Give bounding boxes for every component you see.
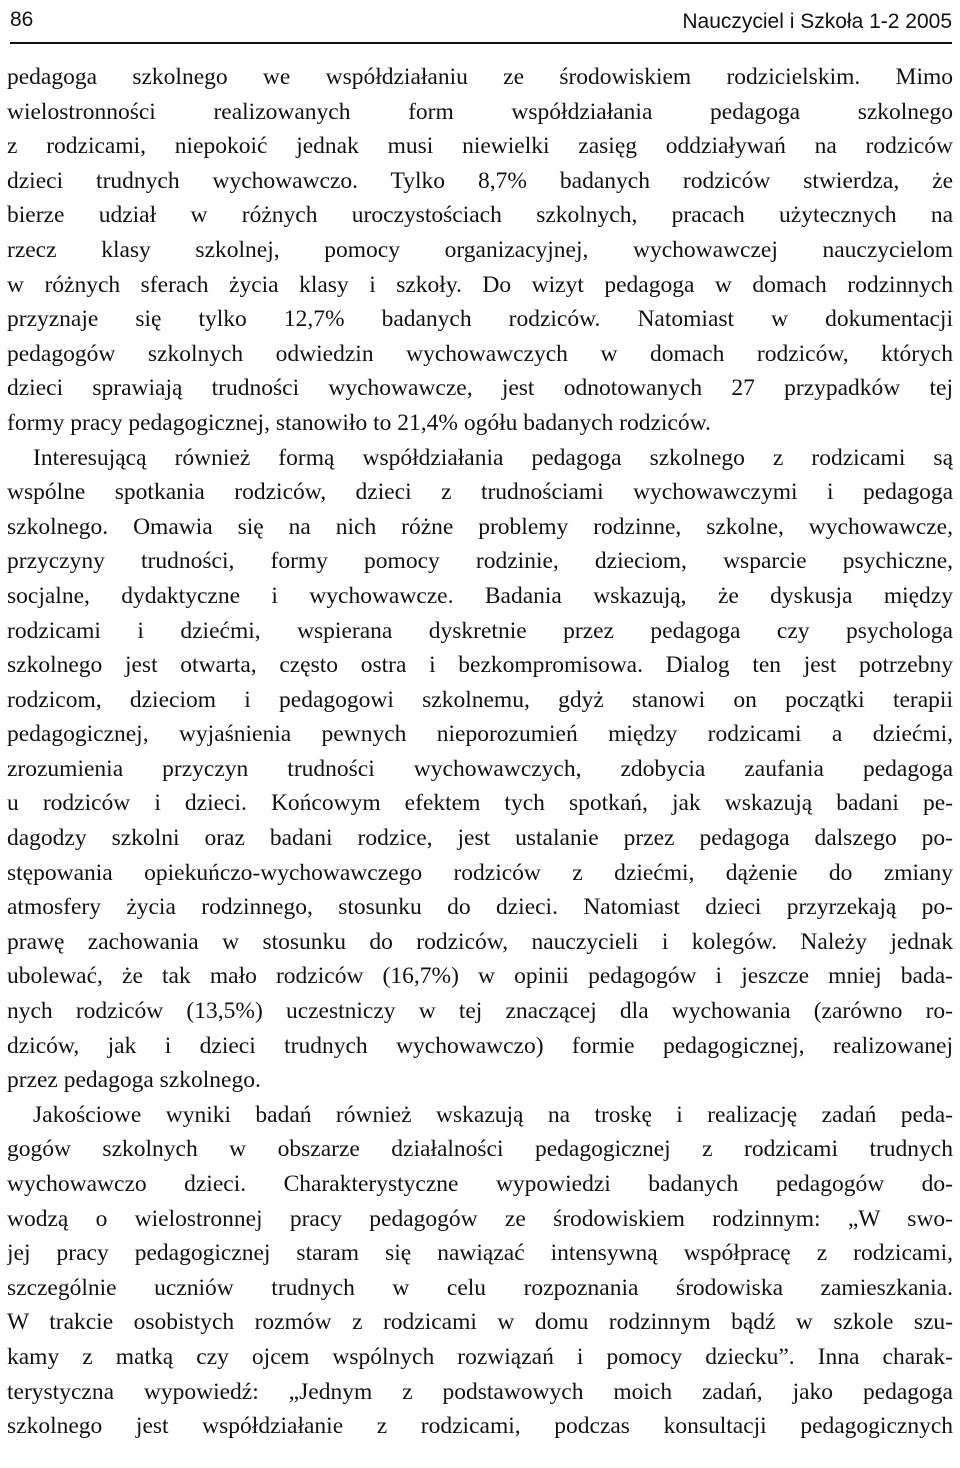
paragraph-1 <box>7 60 953 441</box>
text-line: dzieci sprawiają trudności wychowawcze, jest odnotowanych 27 przypadków tej <box>7 375 953 402</box>
text-line: wodzą o wielostronnej pracy pedagogów ze środowiskiem rodzinnym: „W swo- <box>7 1205 953 1232</box>
text-line: kamy z matką czy ojcem wspólnych rozwiązań i pomocy dziecku”. Inna charak- <box>7 1343 953 1370</box>
text-line: bierze udział w różnych uroczystościach szkolnych, pracach użytecznych na <box>7 202 953 229</box>
text-line: wychowawczo dzieci. Charakterystyczne wypowiedzi badanych pedagogów do- <box>7 1171 953 1197</box>
text-line: rzecz klasy szkolnej, pomocy organizacyjnej, wychowawczej nauczycielom <box>7 236 953 263</box>
text-line: przyczyny trudności, formy pomocy rodzinie, dzieciom, wsparcie psychiczne, <box>7 548 953 575</box>
text-line: terystyczna wypowiedź: „Jednym z podstawowych moich zadań, jako pedagoga <box>7 1378 953 1405</box>
text-line: w różnych sferach życia klasy i szkoły. Do wizyt pedagoga w domach rodzinnych <box>7 271 953 298</box>
text-line: jej pracy pedagogicznej staram się nawiązać intensywną współpracę z rodzicami, <box>7 1240 953 1267</box>
text-line: prawę zachowania w stosunku do rodziców, nauczycieli i kolegów. Należy jednak <box>7 928 953 955</box>
text-line: Interesującą również formą współdziałania pedagoga szkolnego z rodzicami są <box>33 444 953 471</box>
text-line: dzieci trudnych wychowawczo. Tylko 8,7% badanych rodziców stwierdza, że <box>7 167 953 194</box>
text-line: przez pedagoga szkolnego. <box>7 1067 261 1094</box>
text-line: rodzicom, dzieciom i pedagogowi szkolnemu, gdyż stanowi on początki terapii <box>7 686 953 713</box>
text-line: zrozumienia przyczyn trudności wychowawczych, zdobycia zaufania pedagoga <box>7 755 953 782</box>
page-number: 86 <box>10 8 34 31</box>
text-line: z rodzicami, niepokoić jednak musi niewielki zasięg oddziaływań na rodziców <box>7 133 953 160</box>
text-line: szkolnego. Omawia się na nich różne problemy rodzinne, szkolne, wychowawcze, <box>7 513 953 540</box>
text-line: W trakcie osobistych rozmów z rodzicami w domu rodzinnym bądź w szkole szu- <box>7 1309 953 1336</box>
text-line: wielostronności realizowanych form współdziałania pedagoga szkolnego <box>7 98 953 125</box>
text-line: przyznaje się tylko 12,7% badanych rodziców. Natomiast w dokumentacji <box>7 306 953 333</box>
text-line: nych rodziców (13,5%) uczestniczy w tej znaczącej dla wychowania (zarówno ro- <box>7 998 953 1025</box>
text-line: gogów szkolnych w obszarze działalności pedagogicznej z rodzicami trudnych <box>7 1136 953 1163</box>
text-line: dagodzy szkolni oraz badani rodzice, jest ustalanie przez pedagoga dalszego po- <box>7 825 953 852</box>
body-text <box>7 60 953 1444</box>
text-line: pedagoga szkolnego we współdziałaniu ze środowiskiem rodzicielskim. Mimo <box>7 64 953 90</box>
text-line: ubolewać, że tak mało rodziców (16,7%) w opinii pedagogów i jeszcze mniej bada- <box>7 963 953 990</box>
text-line: rodzicami i dziećmi, wspierana dyskretnie przez pedagoga czy psychologa <box>7 617 953 644</box>
paragraph-2 <box>7 441 953 1098</box>
text-line: dziców, jak i dzieci trudnych wychowawczo) formie pedagogicznej, realizowanej <box>7 1032 953 1059</box>
journal-title: Nauczyciel i Szkoła 1-2 2005 <box>682 10 952 33</box>
text-line: pedagogów szkolnych odwiedzin wychowawczych w domach rodziców, których <box>7 340 953 367</box>
text-line: szkolnego jest otwarta, często ostra i bezkompromisowa. Dialog ten jest potrzebny <box>7 652 953 679</box>
text-line: Jakościowe wyniki badań również wskazują na troskę i realizację zadań peda- <box>33 1101 953 1128</box>
text-line: szczególnie uczniów trudnych w celu rozpoznania środowiska zamieszkania. <box>7 1274 953 1301</box>
text-line: atmosfery życia rodzinnego, stosunku do dzieci. Natomiast dzieci przyrzekają po- <box>7 894 953 921</box>
running-header <box>10 4 952 44</box>
text-line: stępowania opiekuńczo-wychowawczego rodziców z dziećmi, dążenie do zmiany <box>7 859 953 886</box>
text-line: wspólne spotkania rodziców, dzieci z trudnościami wychowawczymi i pedagoga <box>7 479 953 506</box>
text-line: formy pracy pedagogicznej, stanowiło to 21,4% ogółu badanych rodziców. <box>7 409 711 436</box>
text-line: pedagogicznej, wyjaśnienia pewnych nieporozumień między rodzicami a dziećmi, <box>7 721 953 748</box>
text-line: socjalne, dydaktyczne i wychowawcze. Badania wskazują, że dyskusja między <box>7 582 953 609</box>
text-line: u rodziców i dzieci. Końcowym efektem tych spotkań, jak wskazują badani pe- <box>7 790 953 817</box>
paragraph-3 <box>7 1098 953 1444</box>
text-line: szkolnego jest współdziałanie z rodzicami, podczas konsultacji pedagogicznych <box>7 1413 953 1440</box>
